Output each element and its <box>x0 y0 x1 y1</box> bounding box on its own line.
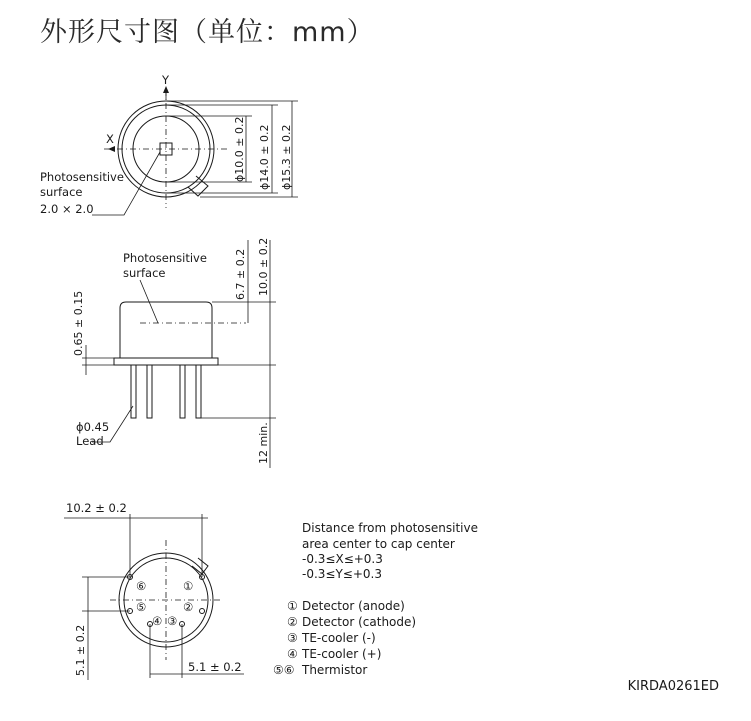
lead-label: Lead <box>76 434 104 448</box>
dim-phi15-3: ϕ15.3 ± 0.2 <box>280 124 293 190</box>
top-callout-line-2: surface <box>40 185 83 199</box>
pin-legend <box>273 599 416 677</box>
dim-12-min: 12 min. <box>257 422 270 464</box>
legend-3-num: ③ <box>287 631 298 645</box>
legend-3-label: TE-cooler (-) <box>302 631 376 645</box>
pin-2-label: ② <box>183 600 194 614</box>
note-line-1: Distance from photosensitive <box>302 521 478 535</box>
dim-0-65: 0.65 ± 0.15 <box>72 290 85 356</box>
side-view-cap <box>120 302 212 358</box>
dim-left-5-1: 5.1 ± 0.2 <box>74 624 87 676</box>
axis-x-arrow <box>108 146 115 152</box>
side-callout-line-2: surface <box>123 266 166 280</box>
legend-5-label: Thermistor <box>302 663 368 677</box>
dim-6-7: 6.7 ± 0.2 <box>234 248 247 300</box>
pin-3-label: ③ <box>167 614 178 628</box>
pin-4-label: ④ <box>152 614 163 628</box>
side-view <box>72 238 276 468</box>
side-view-flange <box>114 358 218 365</box>
note-line-3: -0.3≤X≤+0.3 <box>302 552 383 566</box>
side-callout-line-1: Photosensitive <box>123 251 207 265</box>
dim-phi14: ϕ14.0 ± 0.2 <box>258 124 271 190</box>
top-callout-line-1: Photosensitive <box>40 170 124 184</box>
bottom-view <box>64 501 244 680</box>
axis-x-label: X <box>106 132 114 146</box>
note-line-2: area center to cap center <box>302 537 455 551</box>
dim-bottom-5-1: 5.1 ± 0.2 <box>188 660 242 674</box>
pin-1-label: ① <box>183 579 194 593</box>
dim-phi10: ϕ10.0 ± 0.2 <box>233 116 246 182</box>
legend-1-num: ① <box>287 599 298 613</box>
top-view <box>40 73 298 216</box>
legend-2-num: ② <box>287 615 298 629</box>
dim-10-0: 10.0 ± 0.2 <box>257 237 270 296</box>
note-line-4: -0.3≤Y≤+0.3 <box>302 567 382 581</box>
pin-6-label: ⑥ <box>136 579 147 593</box>
legend-4-label: TE-cooler (+) <box>302 647 382 661</box>
legend-4-num: ④ <box>287 647 298 661</box>
notes-block <box>302 521 478 581</box>
page-title: 外形尺寸图（单位：mm） <box>40 17 375 48</box>
dim-10-2: 10.2 ± 0.2 <box>66 501 127 515</box>
legend-1-label: Detector (anode) <box>302 599 405 613</box>
top-callout-line-3: 2.0 × 2.0 <box>40 202 94 216</box>
pin-5-label: ⑤ <box>136 600 147 614</box>
legend-2-label: Detector (cathode) <box>302 615 417 629</box>
legend-5-num: ⑤⑥ <box>273 663 295 677</box>
axis-y-label: Y <box>162 73 170 87</box>
axis-y-arrow <box>163 86 169 93</box>
side-view-leads <box>131 365 201 418</box>
lead-diameter: ϕ0.45 <box>76 420 110 434</box>
drawing-code: KIRDA0261ED <box>627 679 719 694</box>
bottom-view-tab <box>192 558 208 574</box>
